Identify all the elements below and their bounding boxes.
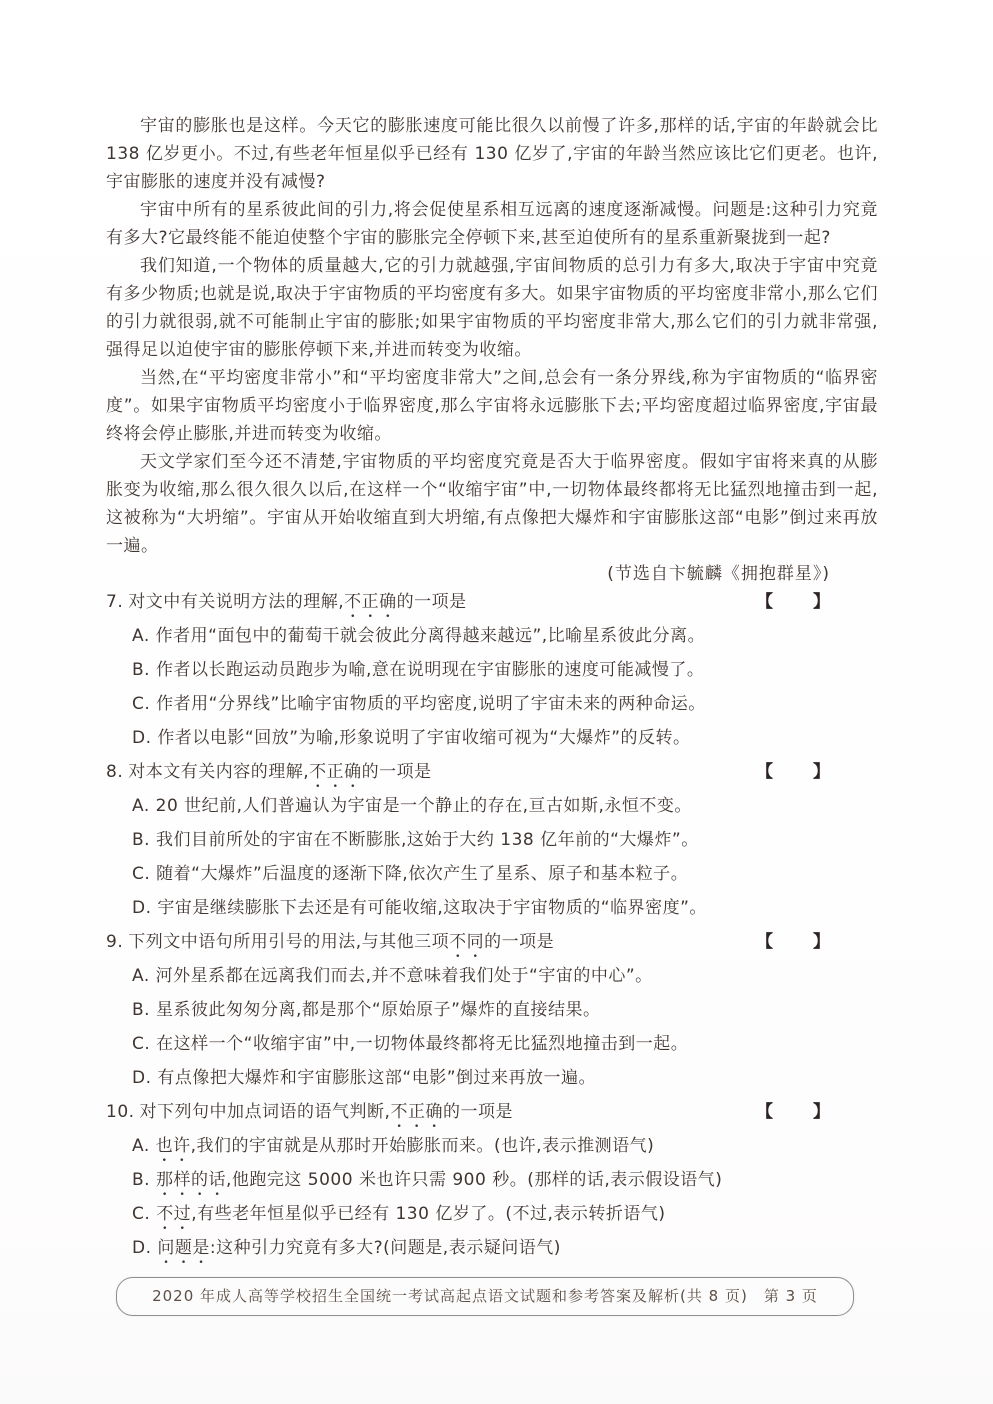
- option-c: C. 作者用“分界线”比喻宇宙物质的平均密度,说明了宇宙未来的两种命运。: [132, 694, 706, 714]
- question-stem-text: 对文中有关说明方法的理解,不正确的一项是: [128, 592, 467, 612]
- passage-paragraph-5: 天文学家们至今还不清楚,宇宙物质的平均密度究竟是否大于临界密度。假如宇宙将来真的从膨胀变为收缩,那么很久很久以后,在这样一个“收缩宇宙”中,一切物体最终都将无比猛烈地撞击到一起,这被称为“大坍缩”。宇宙从开始收缩直到大坍缩,有点像把大爆炸和宇宙膨胀这部“电影”倒过来再放一遍。: [106, 452, 878, 556]
- answer-bracket: 【 】: [756, 932, 832, 952]
- source-attribution: (节选自卞毓麟《拥抱群星》): [607, 564, 830, 584]
- option-c: C. 不过,有些老年恒星似乎已经有 130 亿岁了。(不过,表示转折语气): [132, 1204, 666, 1224]
- option-d: D. 有点像把大爆炸和宇宙膨胀这部“电影”倒过来再放一遍。: [132, 1068, 597, 1088]
- question-number: 7.: [106, 592, 124, 612]
- question-number: 8.: [106, 762, 124, 782]
- option-a: A. 作者用“面包中的葡萄干就会彼此分离得越来越远”,比喻星系彼此分离。: [132, 626, 706, 646]
- answer-bracket: 【 】: [756, 1102, 832, 1122]
- passage-paragraph-4: 当然,在“平均密度非常小”和“平均密度非常大”之间,总会有一条分界线,称为宇宙物质的“临界密度”。如果宇宙物质平均密度小于临界密度,那么宇宙将永远膨胀下去;平均密度超过临界密度,宇宙最终将会停止膨胀,并进而转变为收缩。: [106, 368, 878, 444]
- passage-paragraph-2: 宇宙中所有的星系彼此间的引力,将会促使星系相互远离的速度逐渐减慢。问题是:这种引力究竟有多大?它最终能不能迫使整个宇宙的膨胀完全停顿下来,甚至迫使所有的星系重新聚拢到一起?: [106, 200, 878, 248]
- question-9-options: [106, 962, 878, 1098]
- question-8: [106, 758, 878, 928]
- option-b: B. 星系彼此匆匆分离,都是那个“原始原子”爆炸的直接结果。: [132, 1000, 601, 1020]
- option-b: B. 那样的话,他跑完这 5000 米也许只需 900 秒。(那样的话,表示假设语气): [132, 1170, 723, 1190]
- page-footer: 2020 年成人高等学校招生全国统一考试高起点语文试题和参考答案及解析(共 8 页) 第 3 页: [116, 1277, 854, 1316]
- passage-paragraph-1: 宇宙的膨胀也是这样。今天它的膨胀速度可能比很久以前慢了许多,那样的话,宇宙的年龄就会比 138 亿岁更小。不过,有些老年恒星似乎已经有 130 亿岁了,宇宙的年龄当然应该比它们更老。也许,宇宙膨胀的速度并没有减慢?: [106, 116, 878, 192]
- question-8-options: [106, 792, 878, 928]
- answer-bracket: 【 】: [756, 762, 832, 782]
- question-number: 10.: [106, 1102, 135, 1122]
- option-c: C. 在这样一个“收缩宇宙”中,一切物体最终都将无比猛烈地撞击到一起。: [132, 1034, 689, 1054]
- option-c: C. 随着“大爆炸”后温度的逐渐下降,依次产生了星系、原子和基本粒子。: [132, 864, 689, 884]
- passage-paragraph-3: 我们知道,一个物体的质量越大,它的引力就越强,宇宙间物质的总引力有多大,取决于宇宙中究竟有多少物质;也就是说,取决于宇宙物质的平均密度有多大。如果宇宙物质的平均密度非常小,那么它们的引力就很弱,就不可能制止宇宙的膨胀;如果宇宙物质的平均密度非常大,那么它们的引力就非常强,强得足以迫使宇宙的膨胀停顿下来,并进而转变为收缩。: [106, 256, 878, 360]
- option-b: B. 作者以长跑运动员跑步为喻,意在说明现在宇宙膨胀的速度可能减慢了。: [132, 660, 705, 680]
- option-d: D. 问题是:这种引力究竟有多大?(问题是,表示疑问语气): [132, 1238, 561, 1258]
- question-stem-text: 下列文中语句所用引号的用法,与其他三项不同的一项是: [128, 932, 555, 952]
- page-content: [106, 112, 878, 1316]
- question-stem-text: 对下列句中加点词语的语气判断,不正确的一项是: [139, 1102, 513, 1122]
- question-9: [106, 928, 878, 1098]
- question-number: 9.: [106, 932, 124, 952]
- question-7-stem: [106, 588, 878, 622]
- reading-passage: [106, 112, 878, 588]
- option-a: A. 也许,我们的宇宙就是从那时开始膨胀而来。(也许,表示推测语气): [132, 1136, 655, 1156]
- question-10-stem: [106, 1098, 878, 1132]
- option-d: D. 作者以电影“回放”为喻,形象说明了宇宙收缩可视为“大爆炸”的反转。: [132, 728, 691, 748]
- option-a: A. 河外星系都在远离我们而去,并不意味着我们处于“宇宙的中心”。: [132, 966, 653, 986]
- option-a: A. 20 世纪前,人们普遍认为宇宙是一个静止的存在,亘古如斯,永恒不变。: [132, 796, 692, 816]
- option-d: D. 宇宙是继续膨胀下去还是有可能收缩,这取决于宇宙物质的“临界密度”。: [132, 898, 707, 918]
- question-7: [106, 588, 878, 758]
- question-9-stem: [106, 928, 878, 962]
- question-7-options: [106, 622, 878, 758]
- question-8-stem: [106, 758, 878, 792]
- question-stem-text: 对本文有关内容的理解,不正确的一项是: [128, 762, 432, 782]
- question-10-options: [106, 1132, 878, 1268]
- option-b: B. 我们目前所处的宇宙在不断膨胀,这始于大约 138 亿年前的“大爆炸”。: [132, 830, 699, 850]
- answer-bracket: 【 】: [756, 592, 832, 612]
- question-10: [106, 1098, 878, 1268]
